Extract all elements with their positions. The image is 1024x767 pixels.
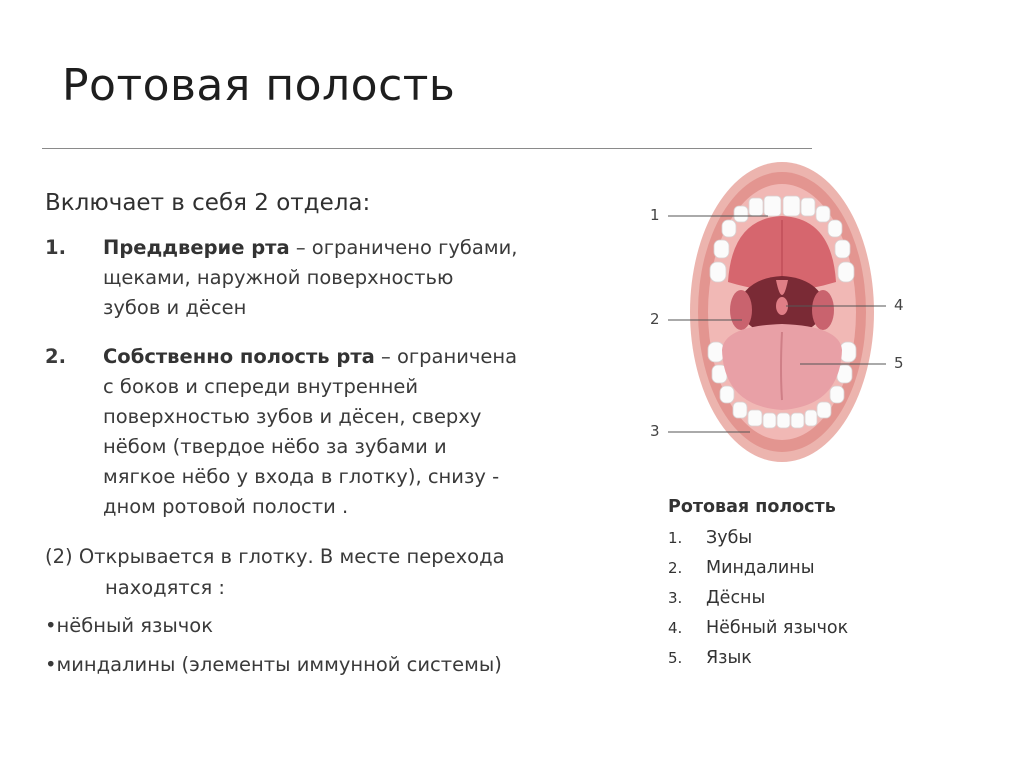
legend-number: 5. [668, 649, 683, 667]
list-text-line: – ограничено губами, [289, 236, 518, 259]
list-number: 1. [45, 236, 66, 259]
legend-item [668, 553, 848, 583]
callout-label-4: 4 [894, 296, 904, 314]
list-term: Собственно полость рта [103, 345, 375, 368]
mouth-illustration [640, 160, 940, 490]
legend-item [668, 643, 848, 673]
legend-item [668, 523, 848, 553]
title-divider [42, 148, 812, 149]
intro-text: Включает в себя 2 отдела: [45, 190, 371, 216]
list-term: Преддверие рта [103, 236, 290, 259]
list-number: 2. [45, 345, 66, 368]
legend-label: Миндалины [706, 558, 815, 578]
list-text-line: – ограничена [374, 345, 518, 368]
list-text-line: щеками, наружной поверхностью [103, 266, 454, 289]
page-title: Ротовая полость [62, 60, 456, 111]
bullet-tonsils: •миндалины (элементы иммунной системы) [45, 653, 502, 676]
legend-label: Дёсны [706, 588, 766, 608]
tonsil-right-shape [812, 290, 834, 330]
note-line: (2) Открывается в глотку. В месте перехода [45, 545, 505, 568]
legend-number: 3. [668, 589, 683, 607]
diagram-legend [668, 497, 848, 673]
mouth-diagram [640, 160, 940, 490]
legend-number: 2. [668, 559, 683, 577]
list-text-line: дном ротовой полости . [103, 495, 349, 518]
list-text-line: мягкое нёбо у входа в глотку), снизу - [103, 465, 500, 488]
legend-number: 1. [668, 529, 683, 547]
legend-title: Ротовая полость [668, 497, 836, 517]
list-text-line: зубов и дёсен [103, 296, 247, 319]
legend-item [668, 583, 848, 613]
note-line: находятся : [105, 576, 225, 599]
callout-label-5: 5 [894, 354, 904, 372]
tongue-groove [781, 332, 782, 400]
list-body [103, 342, 603, 522]
callout-label-2: 2 [650, 310, 660, 328]
bullet-uvula: •нёбный язычок [45, 614, 214, 637]
pharynx-note [45, 541, 605, 603]
list-text-line: с боков и спереди внутренней [103, 375, 419, 398]
list-text-line: поверхностью зубов и дёсен, сверху [103, 405, 482, 428]
callout-label-1: 1 [650, 206, 660, 224]
legend-label: Нёбный язычок [706, 618, 849, 638]
list-body [103, 233, 603, 323]
list-text-line: нёбом (твердое нёбо за зубами и [103, 435, 447, 458]
legend-number: 4. [668, 619, 683, 637]
legend-label: Язык [706, 648, 752, 668]
tonsil-left-shape [730, 290, 752, 330]
callout-label-3: 3 [650, 422, 660, 440]
legend-item [668, 613, 848, 643]
legend-label: Зубы [706, 528, 753, 548]
